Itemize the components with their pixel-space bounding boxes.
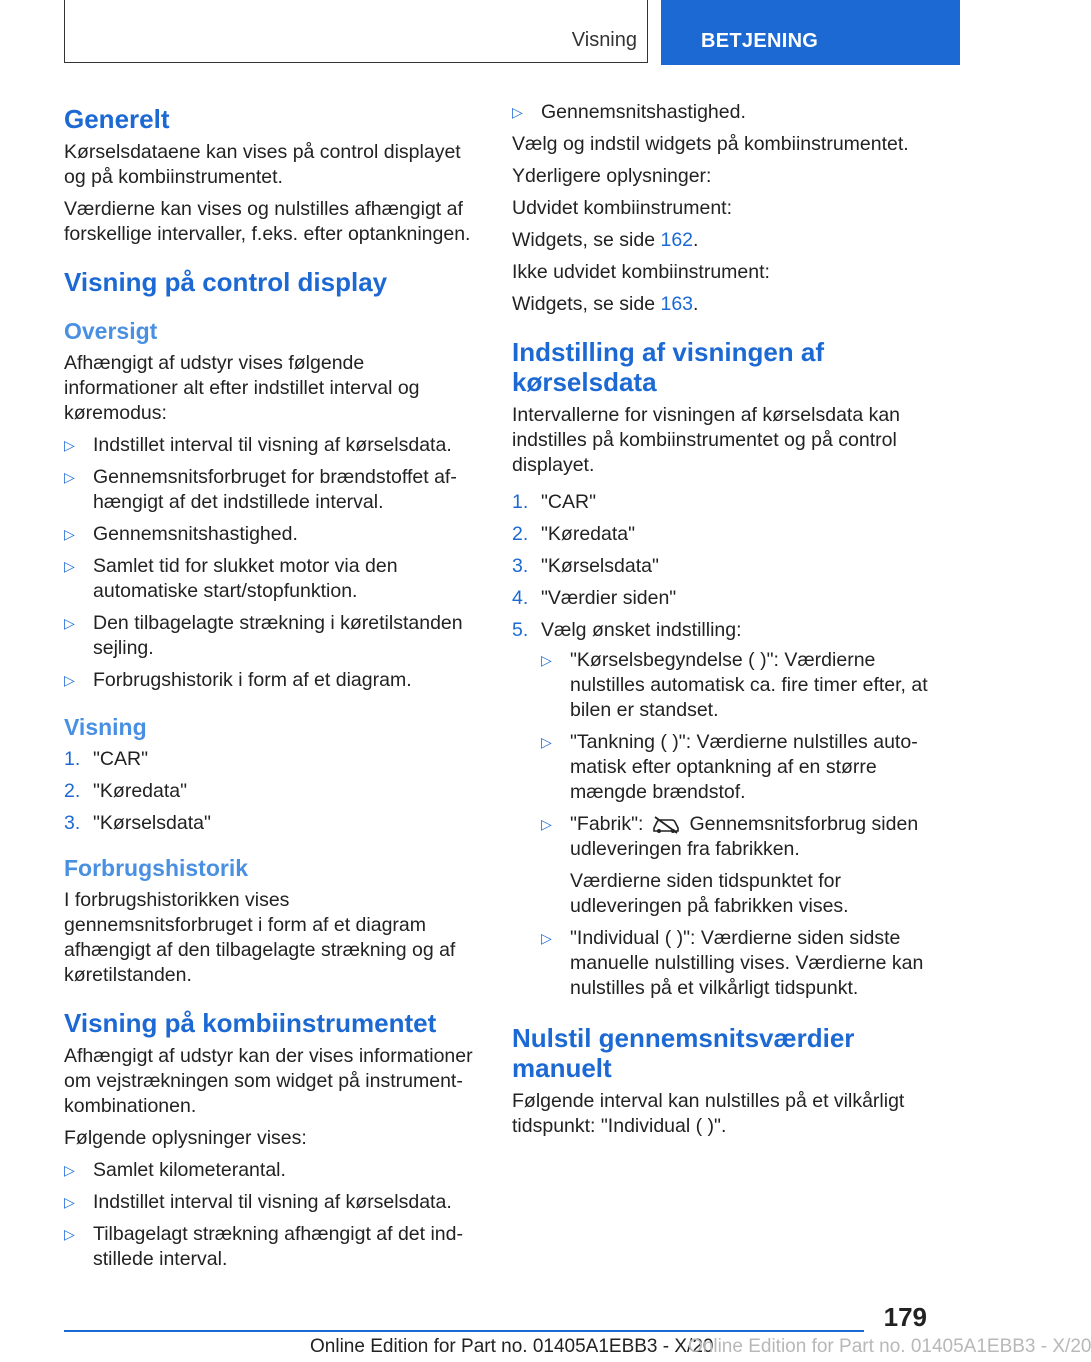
heading-kombiinstrument: Visning på kombiinstrumentet (64, 1008, 437, 1038)
triangle-bullet-icon: ▷ (64, 526, 75, 542)
heading-oversigt: Oversigt (64, 318, 158, 344)
step-item: 3. "Kørselsdata" (64, 812, 211, 834)
chapter-tab (661, 0, 960, 65)
footer-edition: Online Edition for Part no. 01405A1EBB3 - X/20 (310, 1336, 714, 1357)
list-item: ▷ Den tilbagelagte strækning i køretilstanden sejling. (64, 612, 463, 659)
triangle-bullet-icon: ▷ (541, 734, 552, 750)
triangle-bullet-icon: ▷ (541, 652, 552, 668)
sub-list-item: ▷ "Individual ( )": Værdierne siden sidste manuelle nulstilling vises. Værdierne kan nulstilles på et vilkårligt tidspunkt. (541, 927, 924, 999)
oversigt-list (64, 433, 482, 693)
paragraph: Udvidet kombiinstrument: (512, 197, 733, 219)
indstilling-steps (512, 490, 928, 1001)
triangle-bullet-icon: ▷ (64, 672, 75, 688)
list-item: ▷ Samlet tid for slukket motor via den automatiske start/stopfunktion. (64, 555, 398, 602)
paragraph: Intervallerne for visningen af kørselsdata kan indstilles på kombiinstrumentet og på control displayet. (512, 404, 901, 476)
triangle-bullet-icon: ▷ (64, 1226, 75, 1242)
step-item: 1. "CAR" (64, 748, 149, 770)
sub-list-item: ▷ "Fabrik": Gennemsnitsforbrug siden udleveringen fra fabrikken. Værdierne siden tidspunktet for udleveringen på fabrikken vises. (541, 812, 928, 919)
header-left-box (64, 0, 648, 63)
list-item: ▷ Gennemsnitshastighed. (512, 101, 746, 123)
paragraph: Widgets, se side 162. (512, 229, 699, 251)
step-item: 3. "Kørselsdata" (512, 555, 659, 577)
paragraph: Ikke udvidet kombiinstrument: (512, 261, 770, 283)
list-item: ▷ Samlet kilometerantal. (64, 1159, 286, 1181)
paragraph: Følgende oplysninger vises: (64, 1127, 307, 1149)
list-item: ▷ Tilbagelagt strækning afhængigt af det indstillede interval. (64, 1223, 464, 1270)
paragraph: Værdierne kan vises og nulstilles afhængigt af forskellige intervaller, f.eks. efter optankningen. (64, 198, 471, 245)
paragraph: Vælg og indstil widgets på kombiinstrumentet. (512, 133, 909, 155)
step-item: 5. Vælg ønsket indstilling: ▷ "Kørselsbegyndelse ( )": Værdierne nulstilles automatisk ca. fire timer efter, at bilen er standset. ▷ "Tankning ( )": Værdierne nulstilles automatisk efter optankning af en større mængde brændstof. ▷ "Fabrik": Gennemsnitsforbrug siden udleveringen fra fabrikken. Værdierne siden tidspunktet for udleveringen på fabrikken vises. ▷ "Individual ( )": Værdierne siden sidste manuelle nulstilling vises. Værdierne kan nulstilles på et vilkårligt tidspunkt. (512, 619, 928, 999)
left-column (64, 100, 482, 1279)
heading-visning-control-display: Visning på control display (64, 267, 388, 297)
list-item: ▷ Indstillet interval til visning af kørselsdata. (64, 434, 452, 456)
paragraph: Yderligere oplysninger: (512, 165, 712, 187)
car-slash-icon (651, 816, 681, 834)
visning-steps (64, 747, 482, 836)
section-title: Visning (571, 29, 637, 51)
list-item: ▷ Indstillet interval til visning af kørselsdata. (64, 1191, 452, 1213)
heading-indstilling: Indstilling af visningen af kørselsdata (512, 337, 825, 397)
sub-list-item: ▷ "Tankning ( )": Værdierne nulstilles automatisk efter optankning af en større mængde brændstof. (541, 731, 918, 803)
paragraph: Widgets, se side 163. (512, 293, 699, 315)
paragraph: Kørselsdataene kan vises på control displayet og på kombiinstrumentet. (64, 141, 461, 188)
page-number: 179 (883, 1302, 927, 1332)
heading-forbrugshistorik: Forbrugshistorik (64, 855, 249, 881)
watermark: Online Edition for Part no. 01405A1EBB3 - X/20 (688, 1336, 1091, 1357)
triangle-bullet-icon: ▷ (541, 930, 552, 946)
triangle-bullet-icon: ▷ (64, 615, 75, 631)
triangle-bullet-icon: ▷ (512, 104, 523, 120)
heading-generelt: Generelt (64, 104, 170, 134)
footer-divider (64, 1330, 864, 1332)
step-item: 2. "Køredata" (512, 523, 636, 545)
list-item: ▷ Forbrugshistorik i form af et diagram. (64, 669, 412, 691)
triangle-bullet-icon: ▷ (64, 558, 75, 574)
sub-list (541, 648, 928, 1001)
step-item: 1. "CAR" (512, 491, 597, 513)
page-link-163[interactable]: 163 (660, 293, 694, 315)
heading-nulstil: Nulstil gennemsnitsværdier manuelt (512, 1023, 855, 1083)
chapter-label: BETJENING (701, 30, 819, 52)
triangle-bullet-icon: ▷ (64, 469, 75, 485)
step-item: 4. "Værdier siden" (512, 587, 677, 609)
step-item: 2. "Køredata" (64, 780, 188, 802)
continued-list (512, 100, 928, 125)
list-item: ▷ Gennemsnitsforbruget for brændstoffet afhængigt af det indstillede interval. (64, 466, 457, 513)
triangle-bullet-icon: ▷ (541, 816, 552, 832)
triangle-bullet-icon: ▷ (64, 1162, 75, 1178)
sub-list-item: ▷ "Kørselsbegyndelse ( )": Værdierne nulstilles automatisk ca. fire timer efter, at bilen er standset. (541, 649, 928, 721)
paragraph: I forbrugshistorikken vises gennemsnitsforbruget i form af et diagram afhængigt af den tilbagelagte strækning og af køretilstanden. (64, 889, 456, 986)
paragraph: Værdierne siden tidspunktet for udleveringen på fabrikken vises. (570, 870, 849, 917)
heading-visning: Visning (64, 714, 147, 740)
triangle-bullet-icon: ▷ (64, 1194, 75, 1210)
kombi-list (64, 1158, 482, 1272)
paragraph: Afhængigt af udstyr kan der vises informationer om vejstrækningen som widget på instrumentkombinationen. (64, 1045, 473, 1117)
right-column (512, 100, 928, 1146)
triangle-bullet-icon: ▷ (64, 437, 75, 453)
page-link-162[interactable]: 162 (660, 229, 694, 251)
paragraph: Følgende interval kan nulstilles på et vilkårligt tidspunkt: "Individual ( )". (512, 1090, 905, 1137)
list-item: ▷ Gennemsnitshastighed. (64, 523, 298, 545)
paragraph: Afhængigt af udstyr vises følgende informationer alt efter indstillet interval og køremodus: (64, 352, 420, 424)
